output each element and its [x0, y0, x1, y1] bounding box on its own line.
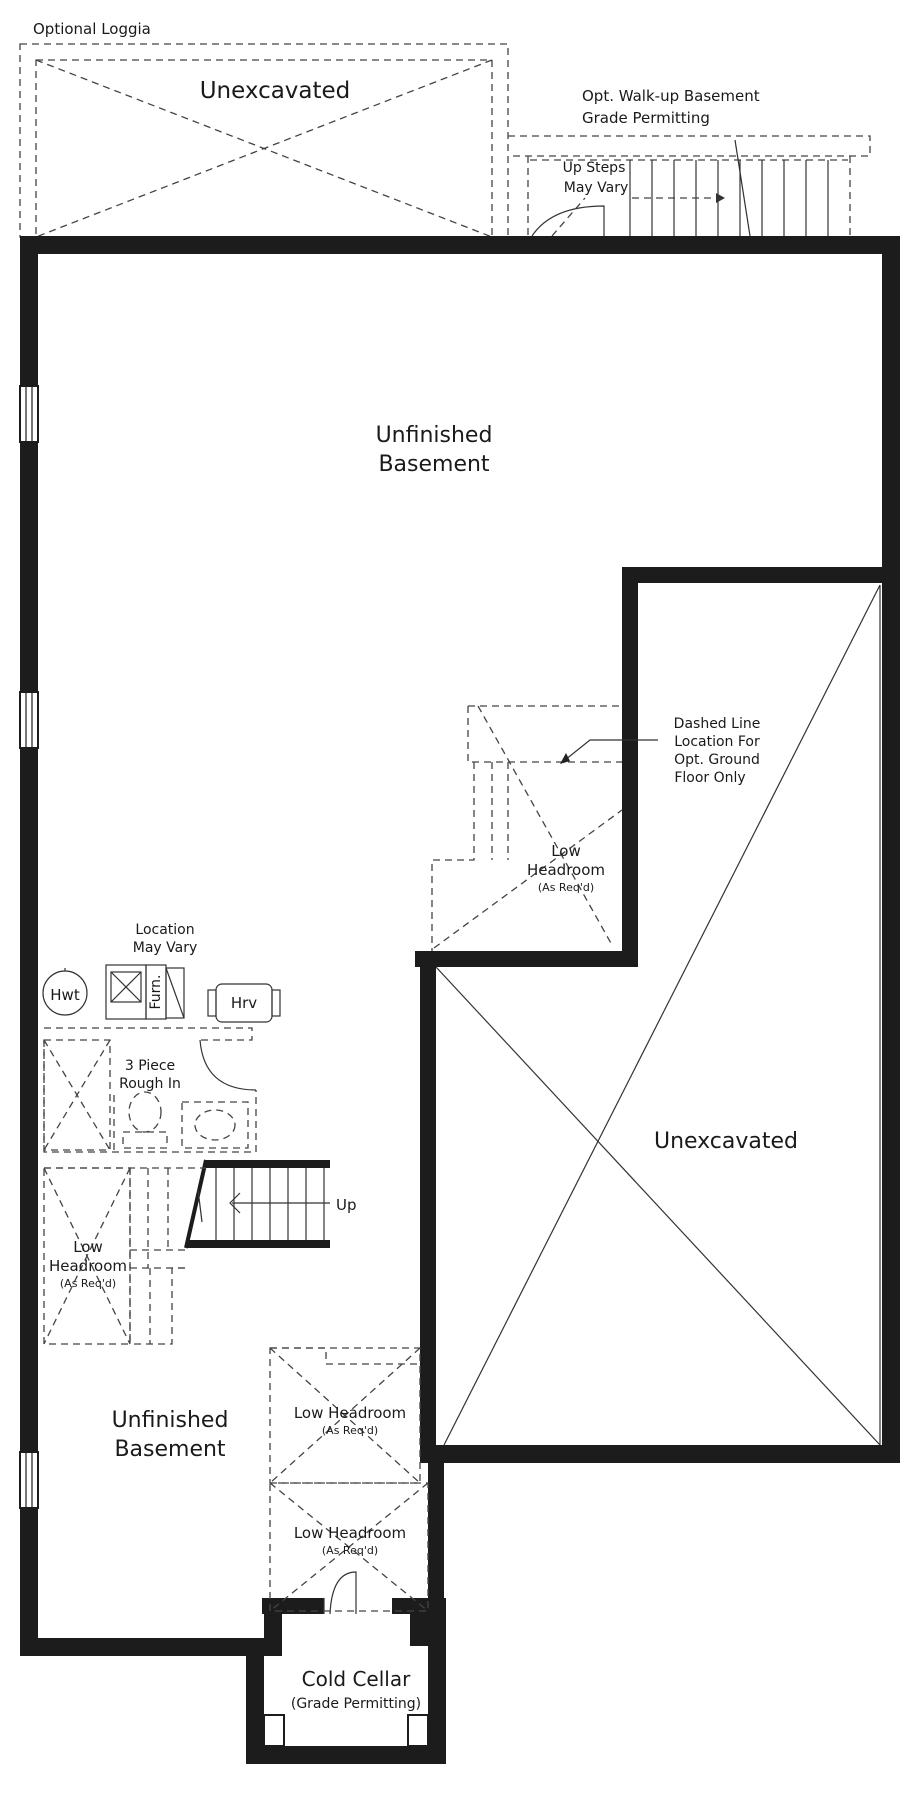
low-headroom-bottom2-1: Low Headroom — [293, 1524, 407, 1542]
low-headroom-bottom1-2: (As Req'd) — [321, 1424, 379, 1437]
up-steps-label-1: Up Steps — [562, 160, 626, 176]
furnace-label: Furn. — [148, 974, 164, 1010]
low-headroom-left-2: Headroom — [48, 1257, 128, 1275]
up-steps-label-2: May Vary — [563, 180, 629, 196]
walkup-stairs — [508, 136, 870, 236]
unfinished-basement-bottom-2: Basement — [114, 1437, 226, 1462]
low-headroom-left-1: Low — [73, 1238, 103, 1256]
unfinished-basement-top-1: Unfinished — [375, 423, 493, 448]
low-headroom-left — [44, 1168, 206, 1344]
low-headroom-bottom1-1: Low Headroom — [293, 1404, 407, 1422]
unfinished-basement-top-2: Basement — [378, 452, 490, 477]
rough-in-label-2: Rough In — [119, 1076, 181, 1092]
low-headroom-mid-1: Low — [551, 842, 581, 860]
rough-in-label-1: 3 Piece — [124, 1058, 176, 1074]
dashed-line-label-3: Opt. Ground — [674, 752, 760, 768]
stair-up-label: Up — [336, 1196, 357, 1214]
hrv-label: Hrv — [230, 994, 258, 1012]
unexcavated-right-label: Unexcavated — [653, 1129, 799, 1154]
walkup-label-1: Opt. Walk-up Basement — [582, 87, 760, 105]
low-headroom-bottom2-2: (As Req'd) — [321, 1544, 379, 1557]
low-headroom-bottom — [270, 1348, 428, 1611]
location-label-2: May Vary — [132, 940, 198, 956]
walkup-label-2: Grade Permitting — [582, 109, 710, 127]
cold-cellar-label: Cold Cellar — [301, 1667, 411, 1691]
grade-permitting-label: (Grade Permitting) — [290, 1696, 422, 1712]
dashed-line-label-2: Location For — [674, 734, 760, 750]
unfinished-basement-bottom-1: Unfinished — [111, 1408, 229, 1433]
unexcavated-top-label: Unexcavated — [199, 78, 351, 104]
location-label-1: Location — [135, 922, 195, 938]
optional-loggia-label: Optional Loggia — [33, 20, 151, 38]
low-headroom-mid-2: Headroom — [526, 861, 606, 879]
low-headroom-mid-3: (As Req'd) — [537, 881, 595, 894]
main-stair — [186, 1160, 330, 1248]
hwt-label: Hwt — [50, 986, 80, 1004]
optional-loggia — [20, 44, 508, 237]
unexcavated-right-area — [436, 585, 880, 1445]
dashed-line-label-4: Floor Only — [674, 770, 746, 786]
low-headroom-left-3: (As Req'd) — [59, 1277, 117, 1290]
dashed-line-label-1: Dashed Line — [673, 716, 761, 732]
